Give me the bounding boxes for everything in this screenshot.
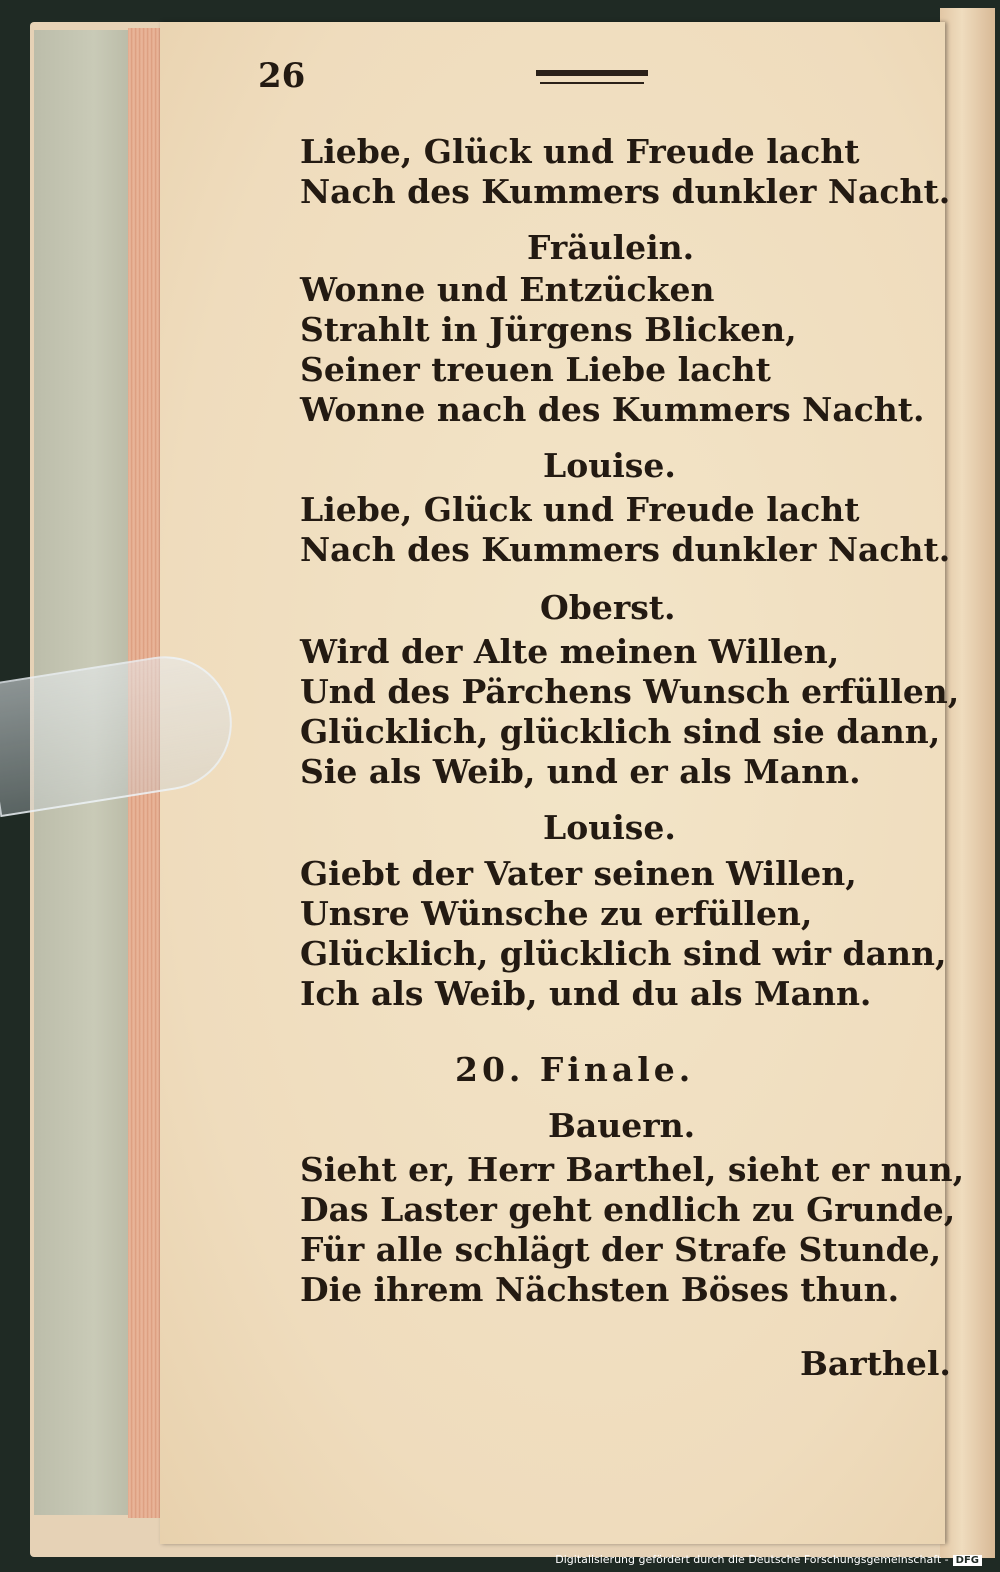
page-number: 26 [258, 56, 306, 96]
catchword: Barthel. [800, 1344, 951, 1383]
verse-line: Für alle schlägt der Strafe Stunde, [300, 1230, 942, 1269]
verse-line: Sieht er, Herr Barthel, sieht er nun, [300, 1150, 965, 1189]
speaker-name: Fräulein. [527, 228, 695, 267]
verse-line: Wonne und Entzücken [300, 270, 715, 309]
verse-line: Liebe, Glück und Freude lacht [300, 490, 860, 529]
verse-line: Liebe, Glück und Freude lacht [300, 132, 860, 171]
verse-line: Nach des Kummers dunkler Nacht. [300, 530, 951, 569]
speaker-name: Louise. [543, 808, 676, 847]
footer-text: Digitalisierung gefördert durch die Deutsche Forschungsgemeinschaft - [555, 1553, 949, 1566]
page-stack-right [940, 8, 995, 1558]
header-rule-thin [540, 82, 644, 84]
speaker-name: Oberst. [540, 588, 676, 627]
verse-line: Sie als Weib, und er als Mann. [300, 752, 861, 791]
footer-credit [555, 1553, 982, 1566]
dfg-logo: DFG [953, 1555, 982, 1566]
verse-line: Strahlt in Jürgens Blicken, [300, 310, 797, 349]
speaker-name: Louise. [543, 446, 676, 485]
verse-line: Wonne nach des Kummers Nacht. [300, 390, 925, 429]
verse-line: Ich als Weib, und du als Mann. [300, 974, 872, 1013]
verse-line: Das Laster geht endlich zu Grunde, [300, 1190, 956, 1229]
verse-line: Die ihrem Nächsten Böses thun. [300, 1270, 900, 1309]
speaker-name: Bauern. [548, 1106, 696, 1145]
verse-line: Nach des Kummers dunkler Nacht. [300, 172, 951, 211]
section-heading: 20. Finale. [455, 1050, 695, 1089]
verse-line: Glücklich, glücklich sind wir dann, [300, 934, 947, 973]
verse-line: Und des Pärchens Wunsch erfüllen, [300, 672, 960, 711]
verse-line: Glücklich, glücklich sind sie dann, [300, 712, 941, 751]
verse-line: Wird der Alte meinen Willen, [300, 632, 840, 671]
verse-line: Unsre Wünsche zu erfüllen, [300, 894, 813, 933]
verse-line: Seiner treuen Liebe lacht [300, 350, 771, 389]
verse-line: Giebt der Vater seinen Willen, [300, 854, 857, 893]
header-rule [536, 70, 648, 76]
